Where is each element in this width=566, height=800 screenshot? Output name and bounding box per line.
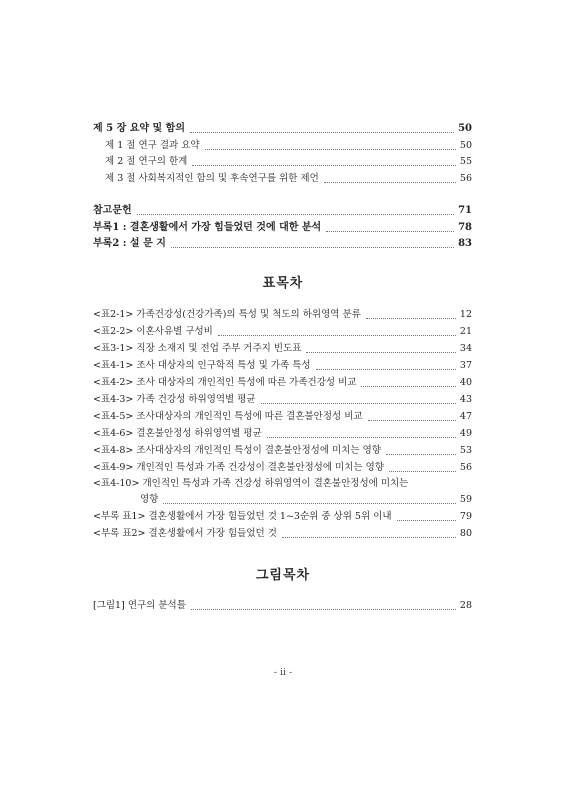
table-entry-label: <표3-1> 직장 소재지 및 전업 주부 거주지 빈도표 bbox=[93, 343, 302, 354]
table-entry-page: 53 bbox=[459, 445, 472, 456]
dot-leader bbox=[368, 420, 456, 421]
table-entry[interactable] bbox=[93, 391, 472, 407]
toc-entry-section1[interactable] bbox=[105, 137, 472, 153]
dot-leader bbox=[205, 149, 456, 150]
toc-entry-section2[interactable] bbox=[105, 153, 472, 169]
table-entry[interactable] bbox=[93, 459, 472, 475]
table-entry-page: 49 bbox=[459, 428, 472, 439]
table-entry-label: <부록 표1> 결혼생활에서 가장 힘들었던 것 1~3순위 중 상위 5위 이내 bbox=[93, 511, 392, 522]
table-entry-label: <표4-8> 조사대상자의 개인적인 특성이 결혼불안정성에 미치는 영향 bbox=[93, 445, 381, 456]
toc-entry-label: 부록2 : 설 문 지 bbox=[93, 238, 166, 249]
table-entry-continuation[interactable] bbox=[140, 491, 472, 507]
table-entry-label: <표4-3> 가족 건강성 하위영역별 평균 bbox=[93, 394, 256, 405]
figure-entry[interactable] bbox=[93, 597, 472, 613]
table-entry-label: <부록 표2> 결혼생활에서 가장 힘들었던 것 bbox=[93, 528, 277, 539]
table-entry-label: <표2-2> 이혼사유별 구성비 bbox=[93, 326, 213, 337]
dot-leader bbox=[366, 318, 456, 319]
table-entry-page: 40 bbox=[459, 377, 472, 388]
table-entry-page: 80 bbox=[459, 528, 472, 539]
dot-leader bbox=[326, 231, 454, 232]
table-entry-page: 59 bbox=[459, 494, 472, 505]
dot-leader bbox=[397, 520, 456, 521]
toc-entry-label: 제 1 절 연구 결과 요약 bbox=[105, 140, 200, 151]
table-entry[interactable] bbox=[93, 525, 472, 541]
table-entry[interactable] bbox=[93, 442, 472, 458]
table-entry-page: 34 bbox=[459, 343, 472, 354]
list-of-figures-heading: 그림목차 bbox=[255, 568, 311, 583]
toc-entry-page: 71 bbox=[458, 205, 472, 216]
toc-entry-page: 83 bbox=[458, 238, 472, 249]
table-entry[interactable] bbox=[93, 475, 472, 491]
toc-entry-label: 참고문헌 bbox=[93, 205, 132, 216]
toc-entry-label: 제 5 장 요약 및 함의 bbox=[93, 123, 185, 134]
dot-leader bbox=[137, 214, 454, 215]
table-entry[interactable] bbox=[93, 508, 472, 524]
dot-leader bbox=[361, 386, 455, 387]
table-entry[interactable] bbox=[93, 357, 472, 373]
table-entry-label: <표4-1> 조사 대상자의 인구학적 특성 및 가족 특성 bbox=[93, 360, 311, 371]
dot-leader bbox=[386, 454, 456, 455]
dot-leader bbox=[218, 335, 456, 336]
table-entry-label-continued: 영향 bbox=[140, 494, 159, 505]
toc-entry-page: 78 bbox=[458, 222, 472, 233]
table-entry-label: <표4-6> 결혼불안정성 하위영역별 평균 bbox=[93, 428, 262, 439]
table-entry[interactable] bbox=[93, 408, 472, 424]
toc-entry-page: 50 bbox=[458, 123, 472, 134]
dot-leader bbox=[171, 247, 454, 248]
dot-leader bbox=[324, 182, 456, 183]
dot-leader bbox=[190, 132, 454, 133]
dot-leader bbox=[261, 403, 456, 404]
toc-entry-appendix1[interactable] bbox=[93, 219, 472, 235]
table-entry[interactable] bbox=[93, 425, 472, 441]
table-entry-page: 21 bbox=[459, 326, 472, 337]
figure-entry-page: 28 bbox=[459, 600, 472, 611]
table-entry-page: 47 bbox=[459, 411, 472, 422]
dot-leader bbox=[389, 471, 456, 472]
table-entry[interactable] bbox=[93, 374, 472, 390]
dot-leader bbox=[306, 352, 456, 353]
dot-leader bbox=[192, 165, 456, 166]
table-entry-label: <표2-1> 가족건강성(건강가족)의 특성 및 척도의 하위영역 분류 bbox=[93, 309, 361, 320]
list-of-tables-heading: 표목차 bbox=[262, 276, 304, 291]
toc-entry-page: 56 bbox=[459, 173, 472, 184]
dot-leader bbox=[316, 369, 456, 370]
table-entry-page: 79 bbox=[459, 511, 472, 522]
page-number-footer: - ii - bbox=[273, 667, 293, 678]
table-entry-page: 43 bbox=[459, 394, 472, 405]
toc-entry-label: 제 2 절 연구의 한계 bbox=[105, 156, 188, 167]
table-entry-label: <표4-9> 개인적인 특성과 가족 건강성이 결혼불안정성에 미치는 영향 bbox=[93, 462, 384, 473]
toc-entry-chapter5[interactable] bbox=[93, 120, 472, 136]
dot-leader bbox=[267, 437, 456, 438]
toc-entry-page: 55 bbox=[459, 156, 472, 167]
toc-entry-page: 50 bbox=[459, 140, 472, 151]
toc-entry-label: 제 3 절 사회복지적인 함의 및 후속연구를 위한 제언 bbox=[105, 173, 319, 184]
toc-entry-label: 부록1 : 결혼생활에서 가장 힘들었던 것에 대한 분석 bbox=[93, 222, 322, 233]
table-entry-label: <표4-5> 조사대상자의 개인적인 특성에 따른 결혼불안정성 비교 bbox=[93, 411, 363, 422]
table-entry-page: 12 bbox=[459, 309, 472, 320]
dot-leader bbox=[191, 609, 456, 610]
dot-leader bbox=[163, 503, 456, 504]
table-entry-page: 37 bbox=[459, 360, 472, 371]
table-entry[interactable] bbox=[93, 306, 472, 322]
table-entry[interactable] bbox=[93, 323, 472, 339]
table-entry-page: 56 bbox=[459, 462, 472, 473]
table-entry-label: <표4-10> 개인적인 특성과 가족 건강성 하위영역이 결혼불안정성에 미치는 bbox=[93, 478, 409, 489]
dot-leader bbox=[282, 537, 456, 538]
toc-entry-references[interactable] bbox=[93, 202, 472, 218]
toc-entry-appendix2[interactable] bbox=[93, 235, 472, 251]
table-entry-label: <표4-2> 조사 대상자의 개인적인 특성에 따른 가족건강성 비교 bbox=[93, 377, 357, 388]
table-entry[interactable] bbox=[93, 340, 472, 356]
toc-entry-section3[interactable] bbox=[105, 170, 472, 186]
figure-entry-label: [그림1] 연구의 분석틀 bbox=[93, 600, 186, 611]
